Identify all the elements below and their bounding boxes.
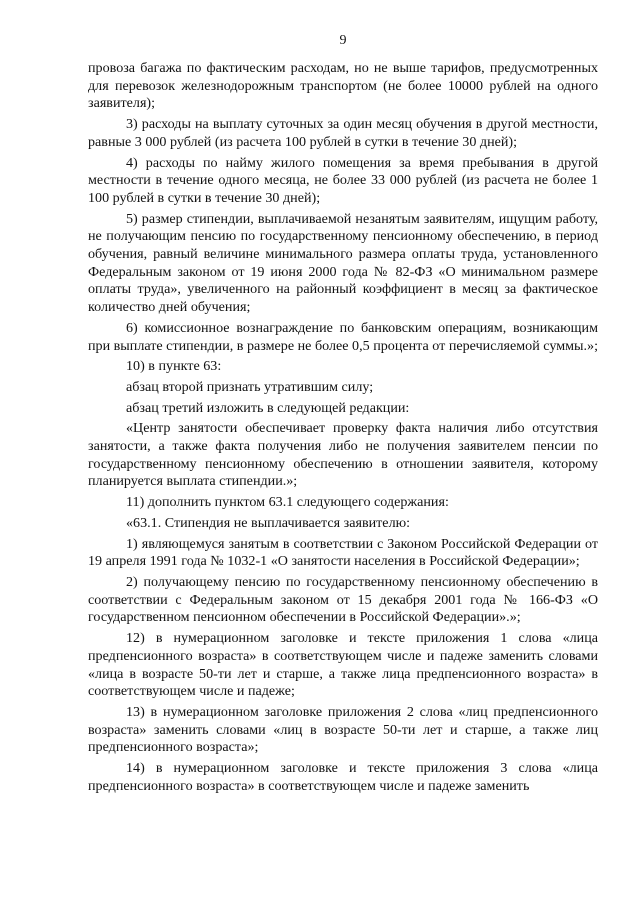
document-body	[88, 60, 598, 795]
paragraph: абзац второй признать утратившим силу;	[126, 378, 374, 395]
paragraph: 11) дополнить пунктом 63.1 следующего содержания:	[126, 494, 449, 511]
paragraph: 5) размер стипендии, выплачиваемой незанятым заявителям, ищущим работу, не получающим пенсию по государственному пенсионному обеспечению, в период обучения, равный величине минимального размера оплаты труда, установленного Федеральным законом от 19 июня 2000 года № 82-ФЗ «О минимальном размере оплаты труда», увеличенного на районный коэффициент в месяц за фактическое количество дней обучения;	[88, 210, 598, 316]
paragraph: 1) являющемуся занятым в соответствии с Законом Российской Федерации от 19 апреля 1991 года № 1032-1 «О занятости населения в Российской Федерации»;	[88, 535, 598, 570]
paragraph: абзац третий изложить в следующей редакции:	[126, 399, 410, 416]
paragraph: 12) в нумерационном заголовке и тексте приложения 1 слова «лица предпенсионного возраста» в соответствующем числе и падеже заменить словами «лица в возрасте 50-ти лет и старше, а также лица предпенсионного возраста» в соответствующем числе и падеже;	[88, 630, 598, 700]
paragraph: 10) в пункте 63:	[126, 358, 222, 375]
paragraph: «Центр занятости обеспечивает проверку факта наличия либо отсутствия занятости, а также факта получения либо не получения заявителем пенсии по государственному пенсионному обеспечению в отношении заявителя, которому планируется выплата стипендии.»;	[88, 420, 598, 490]
paragraph: провоза багажа по фактическим расходам, но не выше тарифов, предусмотренных для перевозок железнодорожным транспортом (не более 10000 рублей на одного заявителя);	[88, 60, 598, 112]
paragraph: 13) в нумерационном заголовке приложения 2 слова «лиц предпенсионного возраста» заменить словами «лиц в возрасте 50-ти лет и старше, а также лиц предпенсионного возраста»;	[88, 703, 598, 756]
paragraph: 6) комиссионное вознаграждение по банковским операциям, возникающим при выплате стипендии, в размере не более 0,5 процента от перечисляемой суммы.»;	[88, 319, 598, 354]
paragraph: «63.1. Стипендия не выплачивается заявителю:	[126, 514, 411, 531]
paragraph: 14) в нумерационном заголовке и тексте приложения 3 слова «лица предпенсионного возраста» в соответствующем числе и падеже заменить	[88, 760, 598, 794]
paragraph: 4) расходы по найму жилого помещения за время пребывания в другой местности в течение одного месяца, не более 33 000 рублей (из расчета не более 1 100 рублей в сутки в течение 30 дней);	[88, 154, 598, 206]
paragraph: 2) получающему пенсию по государственному пенсионному обеспечению в соответствии с Федеральным законом от 15 декабря 2001 года № 166-ФЗ «О государственном пенсионном обеспечении в Российской Федерации».»;	[88, 573, 598, 626]
paragraph: 3) расходы на выплату суточных за один месяц обучения в другой местности, равные 3 000 рублей (из расчета 100 рублей в сутки в течение 30 дней);	[88, 116, 598, 150]
page-number: 9	[339, 33, 347, 48]
